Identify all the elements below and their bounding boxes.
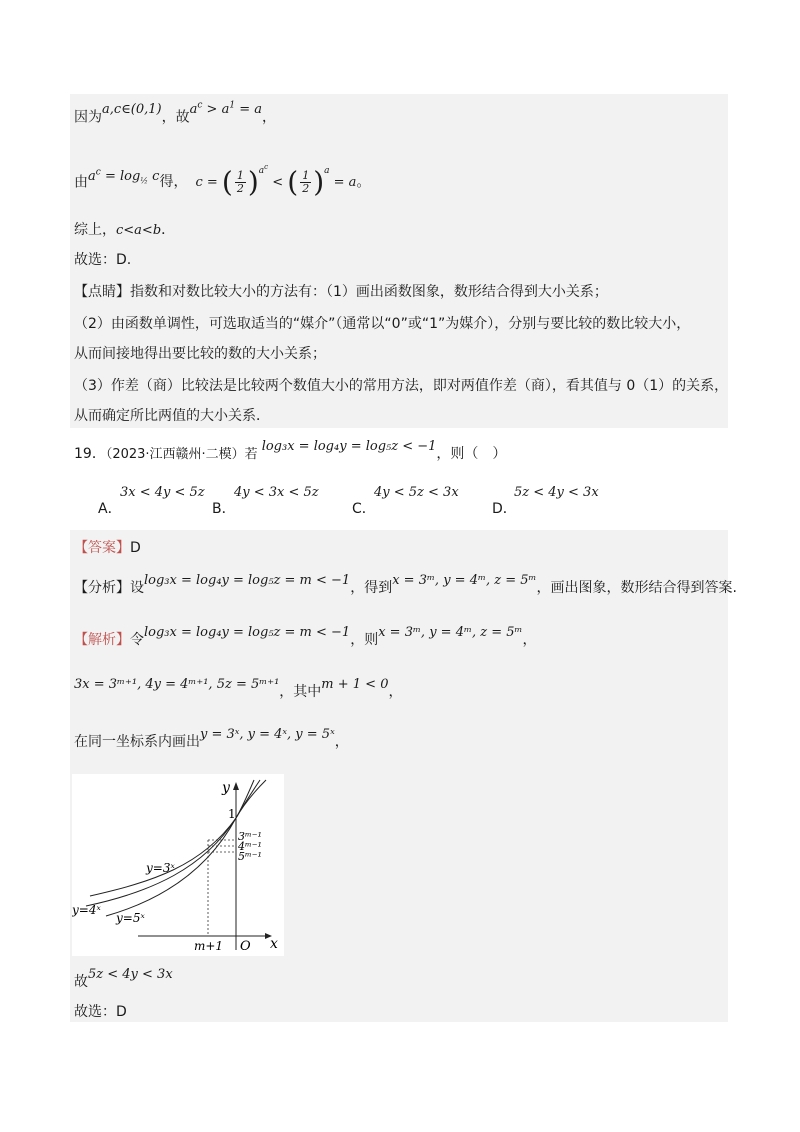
text: 在同一坐标系内画出 [74, 734, 200, 750]
answer-tag: 【答案】 [74, 540, 130, 556]
answer-value: D [130, 540, 141, 556]
tick-m-plus-1: m+1 [194, 939, 224, 953]
line-note-5: 从而确定所比两值的大小关系． [74, 408, 270, 424]
math-final-inequality: 5z < 4y < 3x [88, 967, 173, 982]
text: 得， [159, 174, 188, 191]
y-axis-arrow [233, 782, 239, 790]
value-5: 5ᵐ⁻¹ [238, 850, 262, 863]
option-d-label[interactable]: D． [492, 501, 517, 517]
explain-tag: 【解析】 [74, 632, 130, 648]
line-from [74, 158, 371, 199]
curve-4x [86, 780, 260, 906]
text: ． [161, 222, 176, 238]
one-label: 1 [228, 807, 236, 821]
text: 综上， [74, 222, 116, 238]
option-d-expr[interactable]: 5z < 4y < 3x [514, 485, 599, 500]
math-log-equal-m: log₃x = log₄y = log₅z = m < −1 [144, 573, 351, 588]
line-note-4: （3）作差（商）比较法是比较两个数值大小的常用方法，即对两值作差（商），看其值与 0（1）的关系， [74, 378, 729, 394]
math-c-lt-a-lt-b: c<a<b [116, 223, 162, 238]
line-note-3: 从而间接地得出要比较的数的大小关系； [74, 346, 326, 362]
math-xyz-powers: x = 3ᵐ, y = 4ᵐ, z = 5ᵐ [378, 625, 523, 640]
explain-line [74, 625, 537, 651]
text: ，则 [350, 632, 379, 648]
analysis-tag: 【分析】 [74, 580, 130, 596]
label-3x: y=3ˣ [146, 861, 175, 875]
math-log-half: $a^c = \log_{\frac{1}{2}} c$ [88, 168, 160, 186]
text: ，则（ ） [436, 446, 507, 462]
question-number: 19． [74, 446, 106, 462]
math-condition: log₃x = log₄y = log₅z < −1 [261, 439, 437, 454]
option-b-expr[interactable]: 4y < 3x < 5z [234, 485, 319, 500]
text: 因为 [74, 109, 102, 126]
y-axis-label: y [222, 780, 230, 796]
option-c-label[interactable]: C． [352, 501, 376, 517]
curve-3x [90, 780, 254, 896]
text: 。 [356, 174, 371, 191]
line-note-1: 【点睛】指数和对数比较大小的方法有：（1）画出函数图象，数形结合得到大小关系； [74, 284, 608, 300]
value-3: 3ᵐ⁻¹ [238, 830, 262, 843]
math-step-powers: 3x = 3ᵐ⁺¹, 4y = 4ᵐ⁺¹, 5z = 5ᵐ⁺¹ [74, 677, 280, 692]
value-4: 4ᵐ⁻¹ [238, 840, 262, 853]
text: ，其中 [279, 684, 322, 700]
math-functions: y = 3ˣ, y = 4ˣ, y = 5ˣ [200, 727, 335, 742]
question-19 [74, 439, 507, 465]
math-log-equal-m: log₃x = log₄y = log₅z = m < −1 [144, 625, 351, 640]
math-ac-gt-a: $a^c > a^1 = a$ [189, 101, 262, 118]
label-5x: y=5ˣ [116, 911, 145, 925]
line-choice: 故选：D. [74, 252, 132, 268]
origin-label: O [240, 939, 251, 954]
x-axis-label: x [270, 936, 278, 952]
question-source: （2023·江西赣州·二模）若 [105, 447, 258, 462]
option-a-label[interactable]: A． [98, 501, 122, 517]
answer-line [74, 538, 141, 558]
math-a-c-in-interval: a,c∈(0,1) [102, 102, 162, 118]
step-line [74, 677, 403, 703]
text: 故 [74, 974, 88, 990]
final-line [74, 967, 173, 993]
option-b-label[interactable]: B． [212, 501, 236, 517]
exponential-graph [72, 774, 284, 956]
text: ，得到 [350, 580, 393, 596]
text: ， [388, 684, 403, 700]
math-c-inequality: c = ( $\frac{1}{2})^{a^c}$ < ( $\frac{1}{2})^a = a$ [195, 163, 357, 199]
text: 由 [74, 174, 88, 191]
line-note-2: （2）由函数单调性，可选取适当的“媒介”（通常以“0”或“1”为媒介），分别与要比较的数比较大小， [74, 316, 691, 332]
option-a-expr[interactable]: 3x < 4y < 5z [120, 485, 205, 500]
line-in-summary [74, 220, 175, 241]
option-c-expr[interactable]: 4y < 5z < 3x [374, 485, 459, 500]
text: ， [262, 109, 276, 126]
text: 令 [130, 632, 144, 648]
label-4x: y=4ˣ [72, 903, 101, 917]
text: 设 [130, 580, 144, 596]
draw-line [74, 727, 349, 753]
text: ，画出图象，数形结合得到答案. [536, 580, 737, 596]
text: ， [334, 734, 349, 750]
math-xyz-powers: x = 3ᵐ, y = 4ᵐ, z = 5ᵐ [392, 573, 537, 588]
analysis-line [74, 573, 737, 599]
line-because [74, 101, 276, 128]
final-choice: 故选：D [74, 1004, 127, 1020]
math-m-plus-1: m + 1 < 0 [321, 677, 389, 692]
text: ， [522, 632, 537, 648]
text: ，故 [161, 109, 190, 126]
